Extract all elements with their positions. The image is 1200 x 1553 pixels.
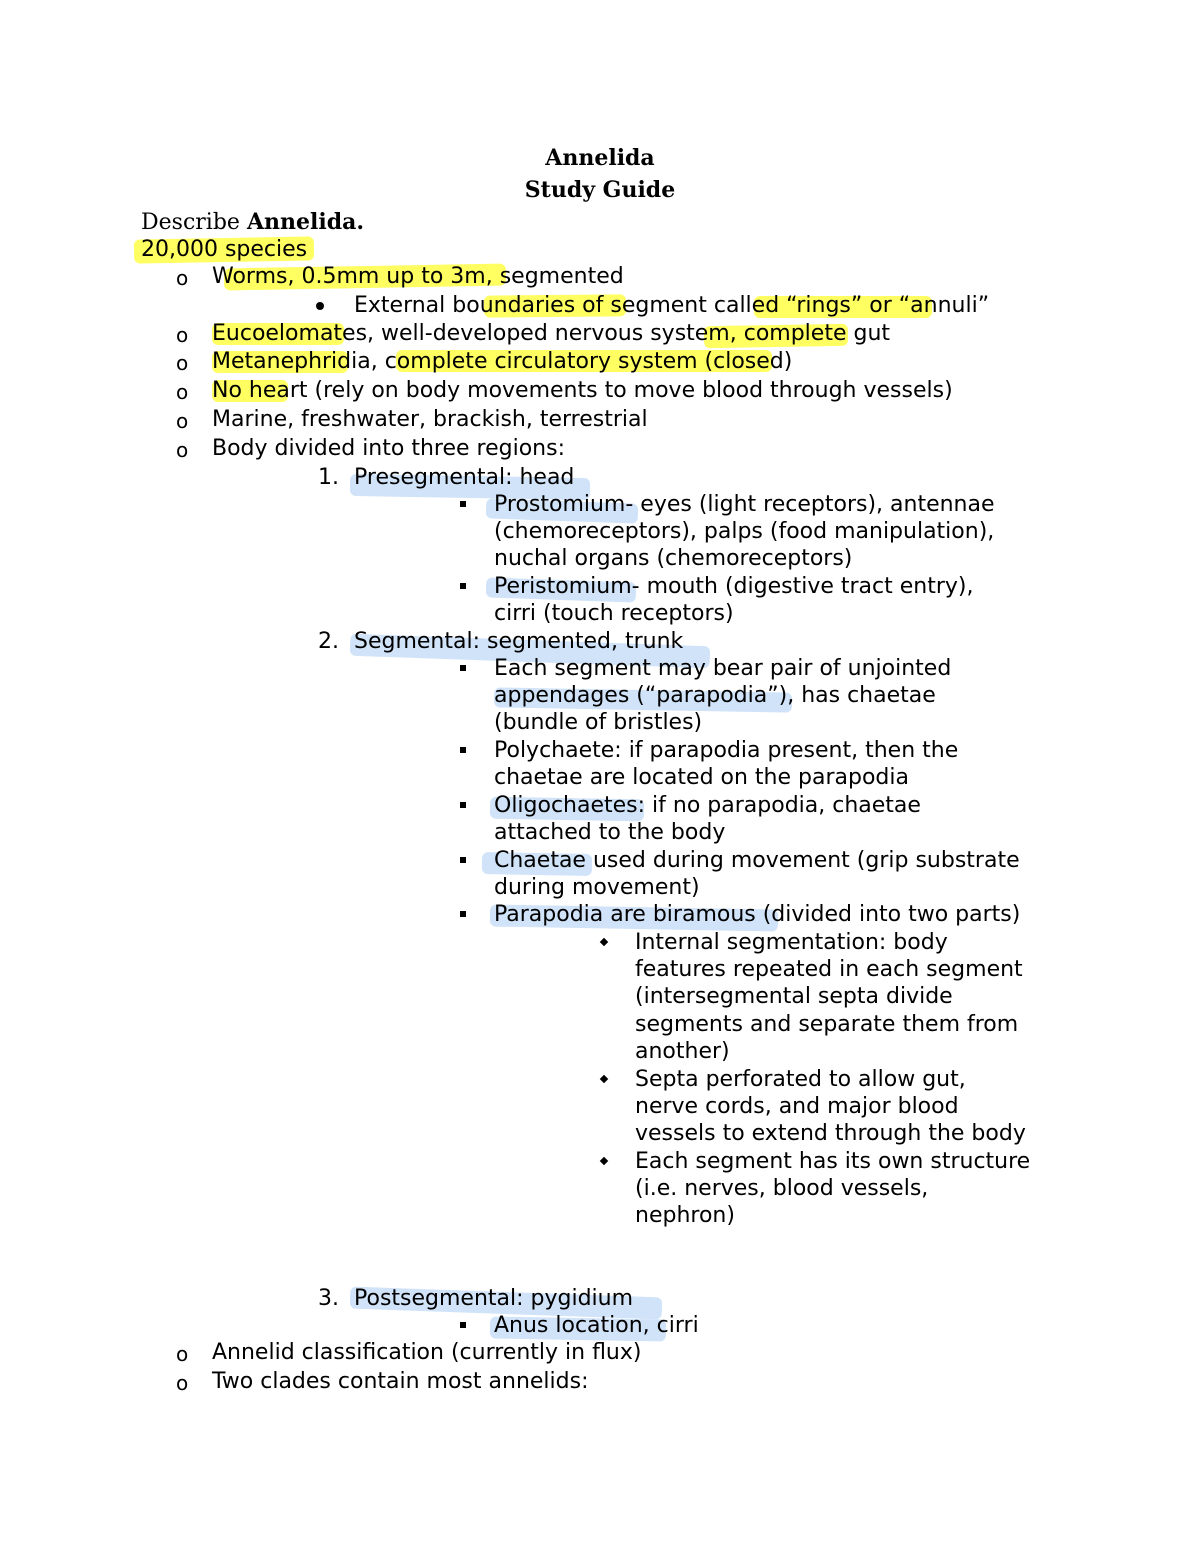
- detail-line: features repeated in each segment: [635, 957, 1023, 982]
- detail-line: another): [635, 1039, 730, 1064]
- circle-bullet-icon: o: [176, 351, 189, 375]
- detail-line: Each segment has its own structure: [635, 1149, 1031, 1174]
- detail-line: segments and separate them from: [635, 1012, 1019, 1037]
- detail-line: chaetae are located on the parapodia: [494, 765, 909, 790]
- circle-bullet-icon: o: [176, 409, 189, 433]
- detail-line: Oligochaetes: if no parapodia, chaetae: [494, 793, 921, 818]
- square-bullet-icon: [460, 911, 466, 917]
- list-item: Marine, freshwater, brackish, terrestrial: [212, 407, 648, 432]
- diamond-bullet-icon: [600, 938, 608, 946]
- list-item: Eucoelomates, well-developed nervous system, complete gut: [212, 321, 891, 346]
- circle-bullet-icon: o: [176, 1371, 189, 1395]
- detail-line: (chemoreceptors), palps (food manipulation),: [494, 519, 995, 544]
- diamond-bullet-icon: [600, 1075, 608, 1083]
- region-heading: Presegmental: head: [354, 465, 575, 490]
- list-item: Body divided into three regions:: [212, 436, 565, 461]
- detail-line: nuchal organs (chemoreceptors): [494, 546, 853, 571]
- document-title: Annelida: [545, 145, 655, 171]
- list-item: Metanephridia, complete circulatory system (closed): [212, 349, 793, 374]
- detail-line: Polychaete: if parapodia present, then the: [494, 738, 959, 763]
- prompt-text: Describe: [141, 210, 240, 235]
- circle-bullet-icon: o: [176, 1342, 189, 1366]
- square-bullet-icon: [460, 501, 466, 507]
- detail-line: Each segment may bear pair of unjointed: [494, 656, 952, 681]
- circle-bullet-icon: o: [176, 323, 189, 347]
- square-bullet-icon: [460, 665, 466, 671]
- prompt-subject: Annelida.: [246, 209, 365, 235]
- diamond-bullet-icon: [600, 1157, 608, 1165]
- detail-line: (i.e. nerves, blood vessels,: [635, 1176, 929, 1201]
- list-item: External boundaries of segment called “rings” or “annuli”: [354, 293, 990, 318]
- list-item: Worms, 0.5mm up to 3m, segmented: [212, 264, 624, 289]
- detail-line: vessels to extend through the body: [635, 1121, 1026, 1146]
- prompt-line: [141, 208, 364, 237]
- region-number: 1.: [318, 465, 339, 490]
- detail-line: attached to the body: [494, 820, 726, 845]
- detail-line: Prostomium- eyes (light receptors), antennae: [494, 492, 995, 517]
- detail-line: (intersegmental septa divide: [635, 984, 953, 1009]
- list-item: Annelid classification (currently in flux): [212, 1340, 642, 1365]
- circle-bullet-icon: o: [176, 266, 189, 290]
- detail-line: Peristomium- mouth (digestive tract entry),: [494, 574, 974, 599]
- square-bullet-icon: [460, 583, 466, 589]
- detail-line: nephron): [635, 1203, 735, 1228]
- list-item: Two clades contain most annelids:: [212, 1369, 589, 1394]
- species-line: 20,000 species: [141, 237, 308, 262]
- detail-line: appendages (“parapodia”), has chaetae: [494, 683, 936, 708]
- square-bullet-icon: [460, 1322, 466, 1328]
- detail-line: during movement): [494, 875, 700, 900]
- circle-bullet-icon: o: [176, 438, 189, 462]
- detail-line: Parapodia are biramous (divided into two parts): [494, 902, 1021, 927]
- square-bullet-icon: [460, 857, 466, 863]
- region-heading: Postsegmental: pygidium: [354, 1286, 634, 1311]
- filled-dot-bullet-icon: [316, 302, 324, 310]
- detail-line: Internal segmentation: body: [635, 930, 948, 955]
- region-number: 2.: [318, 629, 339, 654]
- detail-line: nerve cords, and major blood: [635, 1094, 959, 1119]
- detail-line: cirri (touch receptors): [494, 601, 734, 626]
- detail-line: Anus location, cirri: [494, 1313, 699, 1338]
- detail-line: Chaetae used during movement (grip substrate: [494, 848, 1020, 873]
- list-item: No heart (rely on body movements to move blood through vessels): [212, 378, 953, 403]
- document-subtitle: Study Guide: [524, 177, 676, 203]
- square-bullet-icon: [460, 802, 466, 808]
- region-heading: Segmental: segmented, trunk: [354, 629, 684, 654]
- circle-bullet-icon: o: [176, 380, 189, 404]
- region-number: 3.: [318, 1286, 339, 1311]
- detail-line: Septa perforated to allow gut,: [635, 1067, 966, 1092]
- square-bullet-icon: [460, 747, 466, 753]
- detail-line: (bundle of bristles): [494, 710, 703, 735]
